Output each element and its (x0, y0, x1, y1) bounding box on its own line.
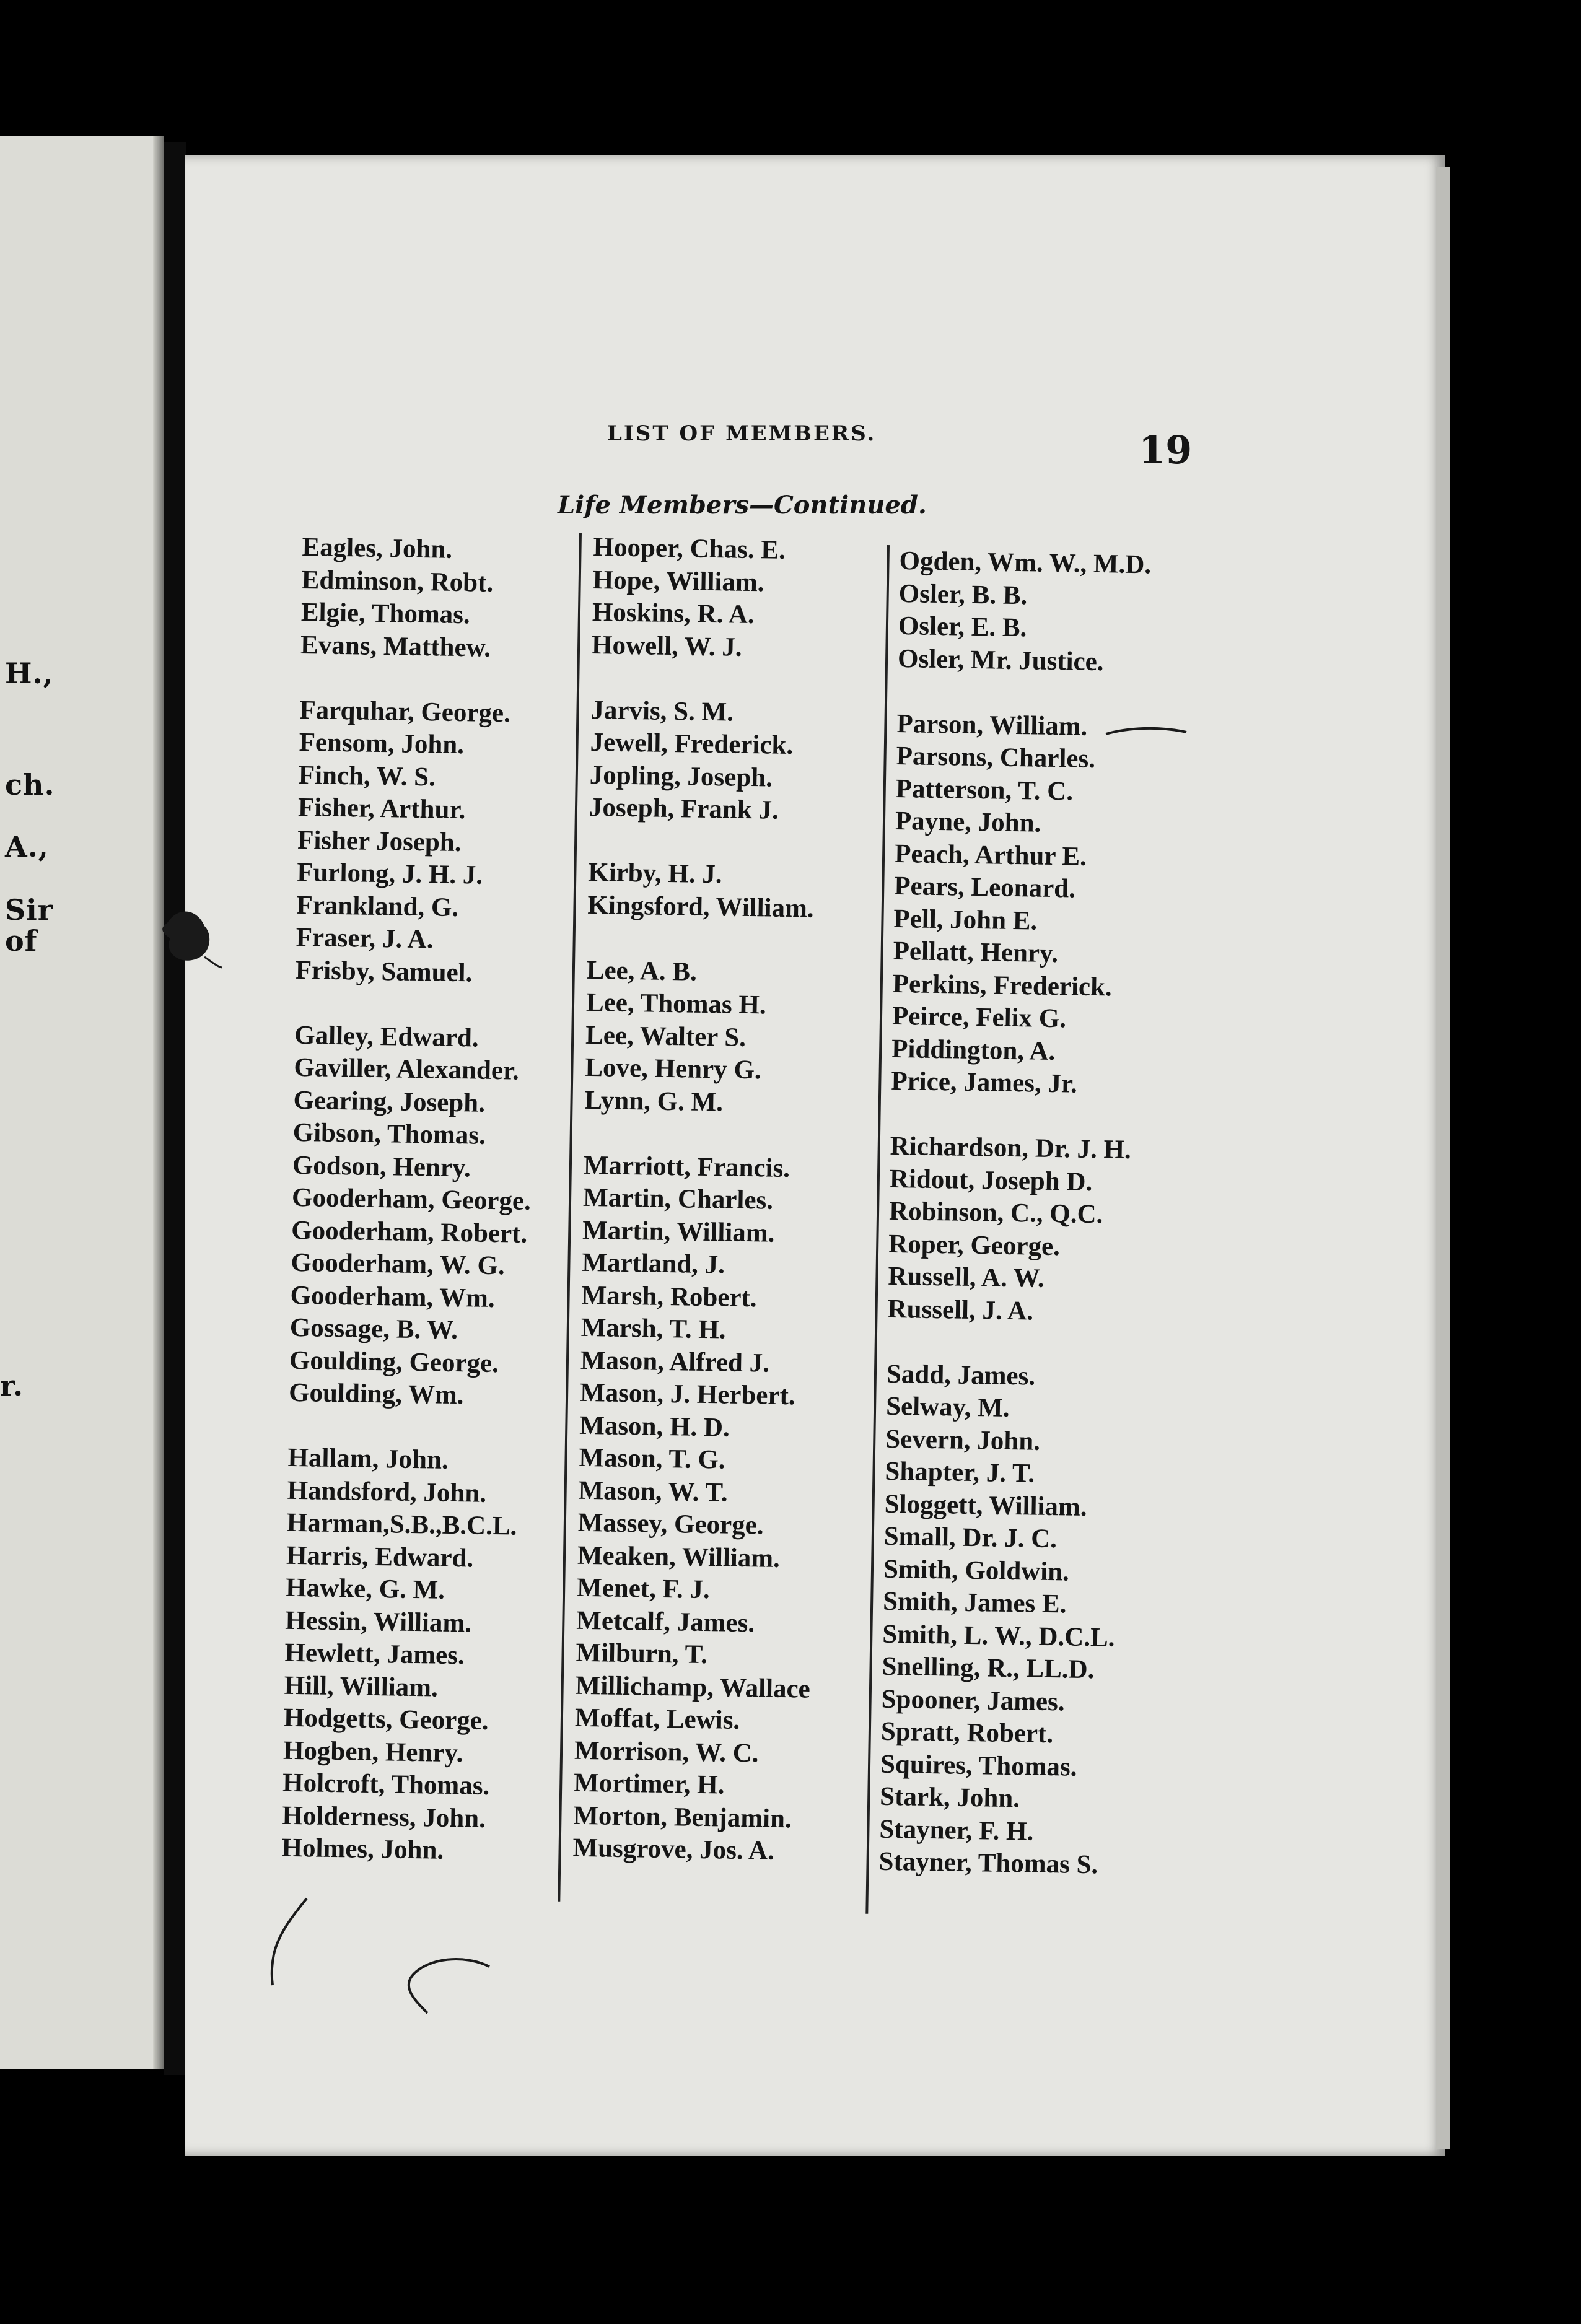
member-entry: Finch, W. S. (298, 760, 436, 792)
member-entry: Morton, Benjamin. (573, 1801, 792, 1833)
member-entry: Mason, W. T. (578, 1475, 729, 1508)
column-spacer (887, 1326, 1139, 1362)
member-entry: Holderness, John. (282, 1801, 486, 1833)
member-entry: Roper, George. (888, 1229, 1061, 1261)
member-entry: Harman,S.B.,B.C.L. (286, 1508, 517, 1541)
member-entry: Mason, T. G. (579, 1443, 726, 1475)
member-entry: Shapter, J. T. (885, 1456, 1035, 1488)
member-entry: Mason, H. D. (579, 1410, 730, 1443)
member-entry: Sadd, James. (886, 1359, 1036, 1391)
member-entry: Price, James, Jr. (891, 1066, 1078, 1099)
member-entry: Musgrove, Jos. A. (572, 1833, 775, 1866)
member-entry: Gooderham, Wm. (290, 1280, 496, 1313)
member-entry: Gossage, B. W. (289, 1313, 458, 1345)
pen-mark-2 (396, 1951, 508, 2019)
gutter-shadow (153, 136, 164, 2069)
member-entry: Fisher, Arthur. (297, 792, 466, 825)
left-fragment-2: ch. (5, 768, 55, 802)
member-entry: Holmes, John. (281, 1833, 444, 1865)
member-column-1 (281, 531, 541, 1868)
column-spacer (589, 824, 824, 860)
member-entry: Hewlett, James. (284, 1638, 465, 1671)
member-entry: Mason, J. Herbert. (579, 1378, 796, 1411)
member-entry: Menet, F. J. (576, 1573, 711, 1605)
member-entry: Small, Dr. J. C. (883, 1521, 1058, 1554)
member-entry: Smith, Goldwin. (883, 1554, 1070, 1587)
member-entry: Martin, Charles. (582, 1182, 774, 1215)
member-entry: Spratt, Robert. (880, 1716, 1054, 1749)
member-entry: Hodgetts, George. (283, 1703, 489, 1736)
member-entry: Evans, Matthew. (300, 630, 491, 663)
member-entry: Fraser, J. A. (296, 922, 434, 954)
member-entry: Richardson, Dr. J. H. (890, 1131, 1132, 1164)
member-entry: Jewell, Frederick. (590, 727, 794, 761)
member-entry: Massey, George. (577, 1508, 764, 1540)
member-entry: Galley, Edward. (294, 1020, 480, 1053)
member-entry: Severn, John. (885, 1424, 1041, 1456)
member-entry: Gooderham, George. (291, 1182, 532, 1216)
member-entry: Gaviller, Alexander. (294, 1052, 520, 1086)
member-entry: Stark, John. (879, 1781, 1020, 1814)
section-heading: Life Members—Continued. (558, 491, 927, 520)
member-entry: Pears, Leonard. (893, 871, 1076, 904)
previous-page-fragment (0, 136, 164, 2069)
member-entry: Howell, W. J. (591, 630, 742, 662)
page-number: 19 (1139, 427, 1193, 473)
member-entry: Robinson, C., Q.C. (888, 1196, 1103, 1230)
member-entry: Eagles, John. (302, 532, 453, 564)
member-entry: Hope, William. (592, 565, 764, 597)
member-entry: Gibson, Thomas. (292, 1117, 486, 1150)
member-entry: Kingsford, William. (587, 890, 815, 924)
pen-mark-1 (260, 1895, 347, 1994)
member-entry: Morrison, W. C. (574, 1736, 759, 1768)
column-spacer (897, 675, 1149, 712)
member-entry: Pell, John E. (893, 904, 1038, 936)
member-entry: Peirce, Felix G. (891, 1001, 1067, 1034)
member-entry: Jarvis, S. M. (590, 695, 734, 727)
member-entry: Holcroft, Thomas. (282, 1768, 490, 1801)
member-entry: Martland, J. (582, 1247, 725, 1280)
member-entry: Stayner, Thomas S. (878, 1846, 1098, 1880)
member-entry: Hallam, John. (287, 1443, 449, 1475)
member-entry: Goulding, George. (289, 1345, 499, 1378)
member-entry: Patterson, T. C. (895, 774, 1074, 806)
strike-mark (1103, 719, 1189, 743)
member-entry: Russell, A. W. (888, 1261, 1045, 1293)
member-entry: Edminson, Robt. (301, 565, 494, 598)
member-entry: Hogben, Henry. (282, 1736, 463, 1768)
column-spacer (584, 1117, 819, 1153)
member-entry: Furlong, J. H. J. (296, 857, 483, 890)
member-entry: Hawke, G. M. (285, 1573, 445, 1605)
member-entry: Peach, Arthur E. (894, 839, 1087, 872)
member-entry: Stayner, F. H. (879, 1814, 1034, 1846)
member-entry: Meaken, William. (577, 1540, 781, 1573)
member-entry: Hoskins, R. A. (592, 597, 755, 630)
member-entry: Lee, Walter S. (585, 1020, 747, 1052)
member-entry: Handsford, John. (287, 1475, 487, 1508)
member-entry: Marriott, Francis. (583, 1150, 791, 1183)
page-header-title: LIST OF MEMBERS. (607, 421, 877, 446)
member-entry: Jopling, Joseph. (589, 760, 773, 793)
member-entry: Frankland, G. (296, 890, 459, 922)
ink-stain (155, 898, 223, 972)
member-entry: Godson, Henry. (292, 1150, 471, 1182)
member-entry: Moffat, Lewis. (574, 1703, 740, 1735)
member-entry: Mason, Alfred J. (580, 1345, 770, 1378)
member-entry: Selway, M. (885, 1391, 1010, 1423)
column-spacer (295, 987, 535, 1023)
left-fragment-3: A., (5, 830, 49, 863)
member-entry: Elgie, Thomas. (300, 597, 471, 630)
member-entry: Piddington, A. (891, 1034, 1056, 1066)
member-entry: Gooderham, W. G. (291, 1247, 506, 1281)
member-entry: Russell, J. A. (887, 1294, 1034, 1326)
member-entry: Martin, William. (582, 1215, 775, 1248)
member-entry: Hill, William. (284, 1671, 439, 1703)
member-entry: Fensom, John. (299, 727, 465, 760)
member-entry: Love, Henry G. (585, 1052, 761, 1085)
member-entry: Kirby, H. J. (587, 857, 722, 889)
member-entry: Lee, A. B. (586, 955, 698, 987)
member-entry: Snelling, R., LL.D. (882, 1651, 1095, 1685)
member-entry: Hooper, Chas. E. (593, 532, 786, 565)
member-entry: Payne, John. (895, 806, 1041, 838)
member-entry: Pellatt, Henry. (893, 936, 1059, 969)
member-entry: Marsh, T. H. (580, 1313, 726, 1345)
member-entry: Osler, E. B. (898, 611, 1027, 643)
member-entry: Milburn, T. (576, 1638, 708, 1670)
member-entry: Ogden, Wm. W., M.D. (899, 546, 1152, 580)
member-entry: Mortimer, H. (573, 1768, 725, 1800)
member-entry: Millichamp, Wallace (575, 1671, 811, 1704)
member-entry: Gooderham, Robert. (291, 1215, 528, 1249)
member-entry: Smith, James E. (882, 1586, 1067, 1619)
member-entry: Smith, L. W., D.C.L. (882, 1619, 1115, 1653)
member-entry: Lee, Thomas H. (585, 987, 767, 1020)
member-entry: Squires, Thomas. (880, 1749, 1077, 1782)
member-entry: Marsh, Robert. (581, 1280, 757, 1313)
book-binding (164, 142, 186, 2075)
member-entry: Farquhar, George. (299, 695, 511, 728)
member-entry: Fisher Joseph. (297, 825, 462, 857)
page-edge (1436, 167, 1450, 2149)
member-entry: Hessin, William. (285, 1605, 472, 1638)
column-spacer (587, 922, 822, 958)
left-fragment-4: Sir (5, 893, 53, 927)
member-entry: Harris, Edward. (286, 1540, 474, 1573)
left-fragment-6: r. (0, 1369, 24, 1402)
member-entry: Sloggett, William. (884, 1489, 1087, 1522)
column-spacer (288, 1409, 528, 1446)
member-entry: Osler, Mr. Justice. (897, 644, 1104, 676)
member-entry: Metcalf, James. (576, 1605, 755, 1638)
member-entry: Goulding, Wm. (288, 1378, 464, 1410)
member-entry: Spooner, James. (881, 1684, 1065, 1716)
member-entry: Perkins, Frederick. (892, 969, 1113, 1002)
member-entry: Joseph, Frank J. (589, 792, 779, 825)
column-spacer (890, 1098, 1142, 1134)
column-spacer (300, 662, 540, 698)
member-entry: Osler, B. B. (898, 579, 1028, 610)
member-column-2 (572, 531, 828, 1868)
member-entry: Parson, William. (896, 709, 1088, 741)
member-entry: Lynn, G. M. (584, 1085, 724, 1117)
member-entry: Gearing, Joseph. (293, 1085, 486, 1118)
member-column-3 (878, 545, 1151, 1882)
column-spacer (591, 662, 826, 697)
member-entry: Parsons, Charles. (896, 741, 1096, 774)
member-entry: Ridout, Joseph D. (889, 1164, 1093, 1197)
left-fragment-5: of (5, 924, 38, 958)
left-fragment-1: H., (5, 657, 54, 690)
member-entry: Frisby, Samuel. (295, 955, 473, 987)
